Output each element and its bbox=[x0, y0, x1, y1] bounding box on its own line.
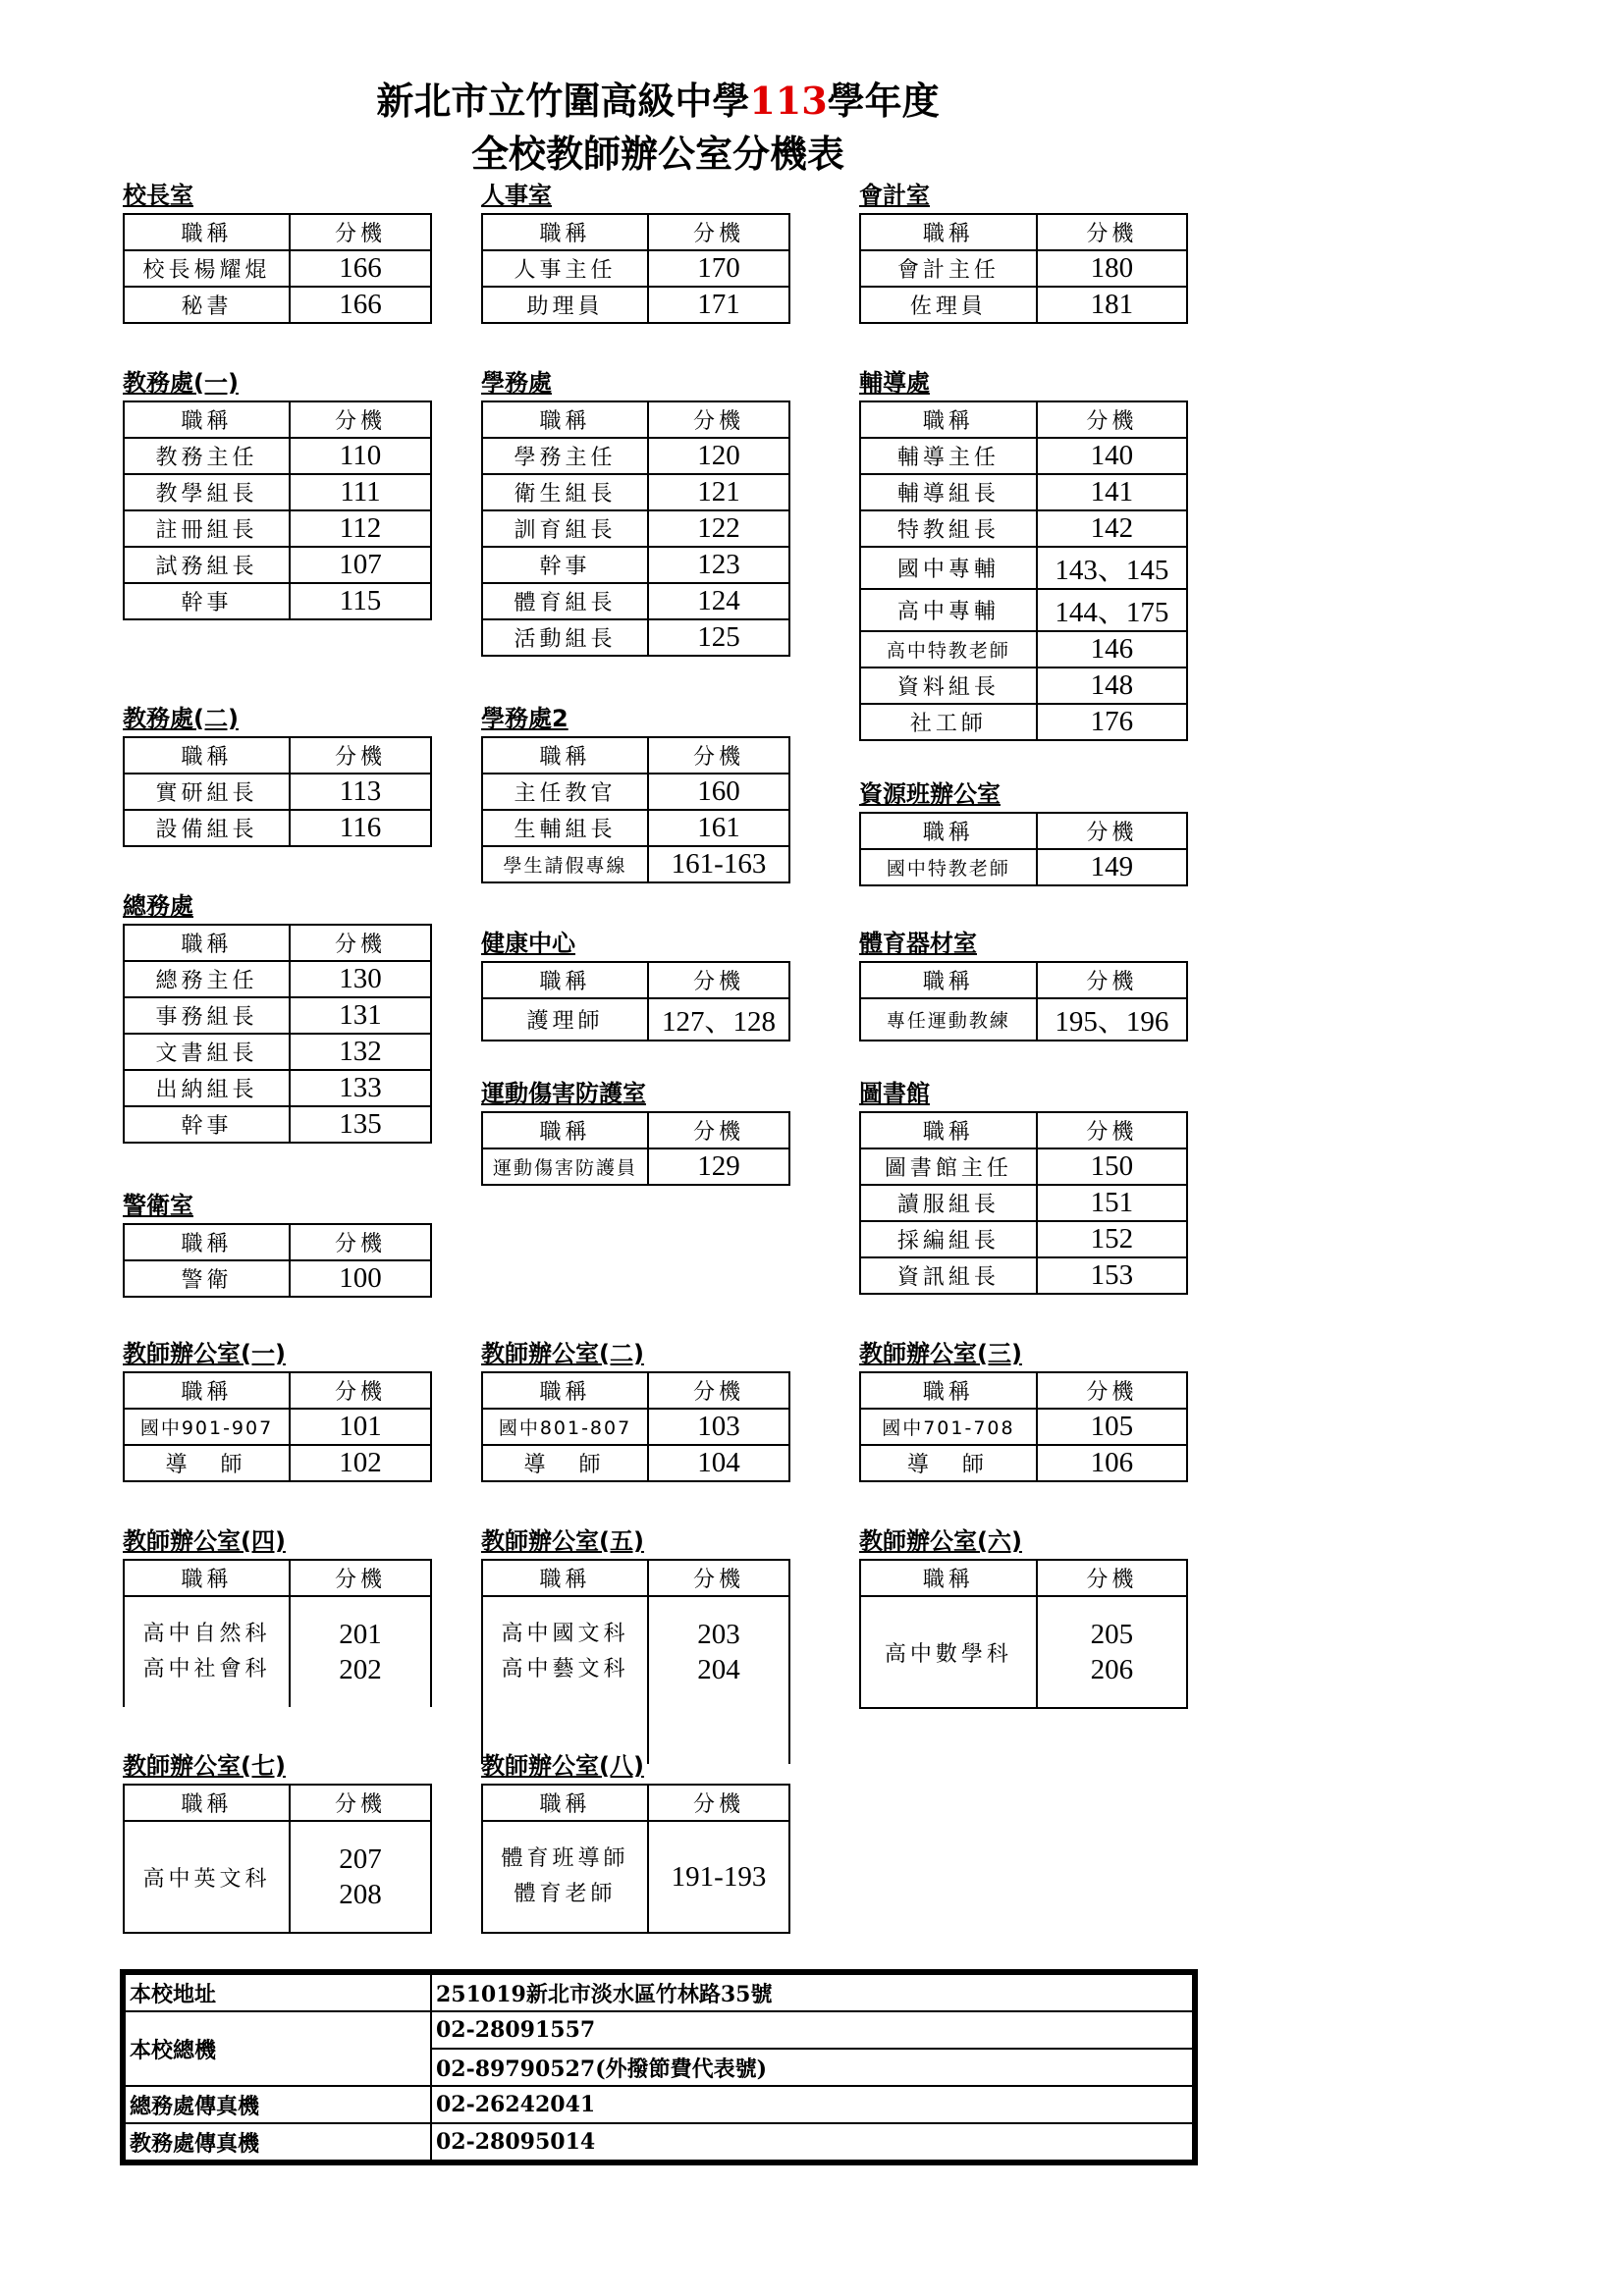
student-title: 學務處 bbox=[481, 369, 552, 397]
health-table bbox=[481, 961, 790, 1041]
office5-title: 教師辦公室(五) bbox=[481, 1527, 644, 1555]
accounting-table bbox=[859, 213, 1188, 324]
header-role: 職稱 bbox=[860, 1560, 1037, 1596]
role-cell: 會計主任 bbox=[860, 250, 1037, 287]
ext-cell: 104 bbox=[648, 1445, 789, 1481]
role-cell: 幹事 bbox=[482, 547, 648, 583]
counseling-table bbox=[859, 400, 1188, 741]
header-role: 職稱 bbox=[124, 1372, 290, 1409]
ext-cell: 123 bbox=[648, 547, 789, 583]
header-ext: 分機 bbox=[290, 1372, 431, 1409]
table-row bbox=[860, 1148, 1187, 1185]
table-row bbox=[482, 547, 789, 583]
ext-cell: 160 bbox=[648, 774, 789, 810]
role-cell: 圖書館主任 bbox=[860, 1148, 1037, 1185]
header-ext: 分機 bbox=[648, 401, 789, 438]
role-cell: 實研組長 bbox=[124, 774, 290, 810]
role-cell: 警衛 bbox=[124, 1260, 290, 1297]
principal-table bbox=[123, 213, 432, 324]
injury-title: 運動傷害防護室 bbox=[481, 1080, 646, 1107]
guard-table bbox=[123, 1223, 432, 1298]
academic1-title: 教務處(一) bbox=[123, 369, 239, 397]
table-row bbox=[124, 1106, 431, 1143]
role-cell: 讀服組長 bbox=[860, 1185, 1037, 1221]
office3-block bbox=[859, 1336, 1188, 1482]
header-role: 職稱 bbox=[124, 1224, 290, 1260]
table-row bbox=[860, 849, 1187, 885]
sports-title: 體育器材室 bbox=[859, 930, 977, 957]
header-ext: 分機 bbox=[290, 1785, 431, 1821]
role-line: 體育班導師 bbox=[501, 1846, 629, 1871]
role-line: 體育老師 bbox=[514, 1882, 617, 1906]
school-info-table bbox=[120, 1969, 1198, 2165]
sports-table bbox=[859, 961, 1188, 1041]
ext-cell: 166 bbox=[290, 250, 431, 287]
header-ext: 分機 bbox=[648, 1785, 789, 1821]
role-cell: 高中數學科 bbox=[860, 1596, 1037, 1708]
resource-block bbox=[859, 776, 1188, 886]
table-row bbox=[124, 961, 431, 997]
header-ext: 分機 bbox=[1037, 1112, 1187, 1148]
office1-title: 教師辦公室(一) bbox=[123, 1340, 286, 1367]
table-row bbox=[482, 846, 789, 882]
library-block bbox=[859, 1076, 1188, 1295]
ext-cell: 111 bbox=[290, 474, 431, 510]
role-cell: 護理師 bbox=[482, 998, 648, 1041]
student2-block bbox=[481, 701, 790, 883]
title-year: 113 bbox=[749, 79, 828, 123]
title-school: 新北市立竹圍高級中學 bbox=[376, 79, 750, 123]
header-role: 職稱 bbox=[482, 1785, 648, 1821]
ext-cell: 116 bbox=[290, 810, 431, 846]
role-cell: 佐理員 bbox=[860, 287, 1037, 323]
ext-line: 203 bbox=[697, 1619, 740, 1650]
role-cell: 社工師 bbox=[860, 704, 1037, 740]
table-row bbox=[860, 1257, 1187, 1294]
office3-title: 教師辦公室(三) bbox=[859, 1340, 1022, 1367]
accounting-title: 會計室 bbox=[859, 182, 930, 209]
table-row bbox=[124, 1034, 431, 1070]
ext-cell: 153 bbox=[1037, 1257, 1187, 1294]
role-line: 高中社會科 bbox=[142, 1657, 271, 1682]
role-cell: 出納組長 bbox=[124, 1070, 290, 1106]
header-ext: 分機 bbox=[290, 1560, 431, 1596]
role-cell: 運動傷害防護員 bbox=[482, 1148, 648, 1185]
student-table bbox=[481, 400, 790, 657]
ext-cell: 161-163 bbox=[648, 846, 789, 882]
role-cell: 國中801-807 bbox=[482, 1409, 648, 1445]
ext-cell: 106 bbox=[1037, 1445, 1187, 1481]
table-row bbox=[124, 510, 431, 547]
role-cell: 教學組長 bbox=[124, 474, 290, 510]
header-ext: 分機 bbox=[648, 962, 789, 998]
header-role: 職稱 bbox=[482, 214, 648, 250]
ext-cell: 144、175 bbox=[1037, 589, 1187, 631]
header-ext: 分機 bbox=[290, 925, 431, 961]
role-cell: 助理員 bbox=[482, 287, 648, 323]
header-role: 職稱 bbox=[124, 737, 290, 774]
ext-cell: 142 bbox=[1037, 510, 1187, 547]
table-row bbox=[860, 250, 1187, 287]
table-row bbox=[860, 1221, 1187, 1257]
ext-cell: 102 bbox=[290, 1445, 431, 1481]
header-ext: 分機 bbox=[648, 1112, 789, 1148]
role-cell: 訓育組長 bbox=[482, 510, 648, 547]
role-cell: 採編組長 bbox=[860, 1221, 1037, 1257]
role-line: 高中藝文科 bbox=[501, 1657, 629, 1682]
role-cell: 專任運動教練 bbox=[860, 998, 1037, 1041]
office6-table bbox=[859, 1559, 1188, 1709]
personnel-title: 人事室 bbox=[481, 182, 552, 209]
header-ext: 分機 bbox=[648, 214, 789, 250]
student2-table bbox=[481, 736, 790, 883]
academic1-block bbox=[123, 365, 432, 620]
table-row bbox=[860, 510, 1187, 547]
header-role: 職稱 bbox=[860, 813, 1037, 849]
table-row bbox=[482, 619, 789, 656]
table-row bbox=[482, 474, 789, 510]
role-cell: 教務主任 bbox=[124, 438, 290, 474]
role-cell: 資料組長 bbox=[860, 667, 1037, 704]
guard-title: 警衛室 bbox=[123, 1192, 193, 1219]
office8-block bbox=[481, 1748, 790, 1934]
ext-cell: 151 bbox=[1037, 1185, 1187, 1221]
header-role: 職稱 bbox=[124, 401, 290, 438]
ext-cell: 107 bbox=[290, 547, 431, 583]
office7-title: 教師辦公室(七) bbox=[123, 1752, 286, 1780]
ext-cell: 112 bbox=[290, 510, 431, 547]
address-label: 本校地址 bbox=[125, 1974, 431, 2011]
office4-title: 教師辦公室(四) bbox=[123, 1527, 286, 1555]
ext-cell: 171 bbox=[648, 287, 789, 323]
table-row bbox=[482, 510, 789, 547]
role-cell: 衛生組長 bbox=[482, 474, 648, 510]
table-row bbox=[124, 250, 431, 287]
table-row bbox=[860, 1185, 1187, 1221]
role-cell: 國中701-708 bbox=[860, 1409, 1037, 1445]
ext-cell: 180 bbox=[1037, 250, 1187, 287]
role-cell: 主任教官 bbox=[482, 774, 648, 810]
ext-cell: 103 bbox=[648, 1409, 789, 1445]
academic2-table bbox=[123, 736, 432, 847]
role-cell: 人事主任 bbox=[482, 250, 648, 287]
ext-cell: 133 bbox=[290, 1070, 431, 1106]
role-cell: 資訊組長 bbox=[860, 1257, 1037, 1294]
role-cell: 秘書 bbox=[124, 287, 290, 323]
role-cell: 文書組長 bbox=[124, 1034, 290, 1070]
header-ext: 分機 bbox=[290, 737, 431, 774]
office8-title: 教師辦公室(八) bbox=[481, 1752, 644, 1780]
table-row bbox=[124, 810, 431, 846]
office5-table bbox=[481, 1559, 790, 1764]
role-cell: 導 師 bbox=[860, 1445, 1037, 1481]
fax-academic-value: 02-28095014 bbox=[431, 2123, 1193, 2161]
ext-line: 206 bbox=[1090, 1654, 1134, 1685]
injury-table bbox=[481, 1111, 790, 1186]
ext-cell: 113 bbox=[290, 774, 431, 810]
ext-cell: 122 bbox=[648, 510, 789, 547]
ext-cell: 181 bbox=[1037, 287, 1187, 323]
fax-general-value: 02-26242041 bbox=[431, 2086, 1193, 2123]
office3-table bbox=[859, 1371, 1188, 1482]
ext-cell: 166 bbox=[290, 287, 431, 323]
guard-block bbox=[123, 1188, 432, 1298]
header-ext: 分機 bbox=[1037, 813, 1187, 849]
office2-table bbox=[481, 1371, 790, 1482]
role-cell: 幹事 bbox=[124, 1106, 290, 1143]
role-cell: 高中專輔 bbox=[860, 589, 1037, 631]
header-ext: 分機 bbox=[1037, 1560, 1187, 1596]
office7-block bbox=[123, 1748, 432, 1934]
table-row bbox=[860, 547, 1187, 589]
ext-cell: 125 bbox=[648, 619, 789, 656]
header-role: 職稱 bbox=[860, 401, 1037, 438]
office1-table bbox=[123, 1371, 432, 1482]
ext-cell: 120 bbox=[648, 438, 789, 474]
academic1-table bbox=[123, 400, 432, 620]
role-cell: 國中專輔 bbox=[860, 547, 1037, 589]
header-role: 職稱 bbox=[482, 401, 648, 438]
role-cell: 學務主任 bbox=[482, 438, 648, 474]
personnel-table bbox=[481, 213, 790, 324]
role-cell: 導 師 bbox=[124, 1445, 290, 1481]
table-row bbox=[124, 1070, 431, 1106]
header-role: 職稱 bbox=[482, 962, 648, 998]
header-role: 職稱 bbox=[860, 1372, 1037, 1409]
ext-line: 207 bbox=[339, 1843, 382, 1875]
role-cell: 總務主任 bbox=[124, 961, 290, 997]
counseling-block bbox=[859, 365, 1188, 741]
ext-cell: 124 bbox=[648, 583, 789, 619]
general-block bbox=[123, 888, 432, 1144]
header-role: 職稱 bbox=[124, 925, 290, 961]
table-row bbox=[860, 631, 1187, 667]
header-role: 職稱 bbox=[860, 214, 1037, 250]
header-ext: 分機 bbox=[1037, 401, 1187, 438]
ext-cell: 130 bbox=[290, 961, 431, 997]
role-cell: 體育組長 bbox=[482, 583, 648, 619]
header-ext: 分機 bbox=[290, 401, 431, 438]
header-role: 職稱 bbox=[482, 1112, 648, 1148]
office2-title: 教師辦公室(二) bbox=[481, 1340, 644, 1367]
ext-cell: 140 bbox=[1037, 438, 1187, 474]
principal-block bbox=[123, 178, 432, 324]
ext-line: 202 bbox=[339, 1654, 382, 1685]
header-role: 職稱 bbox=[124, 1785, 290, 1821]
table-row bbox=[860, 998, 1187, 1041]
ext-cell: 150 bbox=[1037, 1148, 1187, 1185]
ext-cell: 110 bbox=[290, 438, 431, 474]
office2-block bbox=[481, 1336, 790, 1482]
header-role: 職稱 bbox=[482, 737, 648, 774]
role-cell: 活動組長 bbox=[482, 619, 648, 656]
ext-cell: 195、196 bbox=[1037, 998, 1187, 1041]
role-cell: 註冊組長 bbox=[124, 510, 290, 547]
role-cell: 高中英文科 bbox=[124, 1821, 290, 1933]
ext-cell: 129 bbox=[648, 1148, 789, 1185]
table-row bbox=[482, 287, 789, 323]
ext-cell: 115 bbox=[290, 583, 431, 619]
role-cell: 高中特教老師 bbox=[860, 631, 1037, 667]
office7-table bbox=[123, 1784, 432, 1934]
ext-line: 204 bbox=[697, 1654, 740, 1685]
table-row bbox=[124, 547, 431, 583]
ext-cell: 149 bbox=[1037, 849, 1187, 885]
table-row bbox=[124, 287, 431, 323]
table-row bbox=[124, 438, 431, 474]
library-title: 圖書館 bbox=[859, 1080, 930, 1107]
table-row bbox=[482, 774, 789, 810]
role-cell: 國中特教老師 bbox=[860, 849, 1037, 885]
role-line: 高中自然科 bbox=[142, 1622, 271, 1646]
role-cell: 輔導主任 bbox=[860, 438, 1037, 474]
academic2-title: 教務處(二) bbox=[123, 705, 239, 732]
header-role: 職稱 bbox=[860, 962, 1037, 998]
page-subtitle: 全校教師辦公室分機表 bbox=[470, 132, 844, 176]
ext-cell: 143、145 bbox=[1037, 547, 1187, 589]
table-row bbox=[860, 667, 1187, 704]
ext-cell: 146 bbox=[1037, 631, 1187, 667]
role-cell: 生輔組長 bbox=[482, 810, 648, 846]
ext-cell: 152 bbox=[1037, 1221, 1187, 1257]
ext-cell: 170 bbox=[648, 250, 789, 287]
ext-cell: 148 bbox=[1037, 667, 1187, 704]
ext-cell: 121 bbox=[648, 474, 789, 510]
sports-block bbox=[859, 926, 1188, 1041]
table-row bbox=[482, 438, 789, 474]
header-role: 職稱 bbox=[124, 214, 290, 250]
ext-cell: 176 bbox=[1037, 704, 1187, 740]
counseling-title: 輔導處 bbox=[859, 369, 930, 397]
student2-title: 學務處2 bbox=[481, 705, 568, 732]
table-row bbox=[860, 438, 1187, 474]
office1-block bbox=[123, 1336, 432, 1482]
resource-table bbox=[859, 812, 1188, 886]
student-block bbox=[481, 365, 790, 657]
table-row bbox=[482, 1148, 789, 1185]
ext-cell: 141 bbox=[1037, 474, 1187, 510]
role-cell: 學生請假專線 bbox=[482, 846, 648, 882]
main-phone-alt-value: 02-89790527(外撥節費代表號) bbox=[431, 2049, 1193, 2086]
table-row bbox=[124, 1260, 431, 1297]
injury-block bbox=[481, 1076, 790, 1186]
resource-title: 資源班辦公室 bbox=[859, 780, 1001, 808]
ext-cell: 135 bbox=[290, 1106, 431, 1143]
office6-block bbox=[859, 1523, 1188, 1709]
general-title: 總務處 bbox=[123, 892, 193, 920]
ext-line: 205 bbox=[1090, 1619, 1134, 1650]
header-ext: 分機 bbox=[648, 1560, 789, 1596]
ext-cell: 132 bbox=[290, 1034, 431, 1070]
address-value: 251019新北市淡水區竹林路35號 bbox=[431, 1974, 1193, 2011]
accounting-block bbox=[859, 178, 1188, 324]
role-line: 高中國文科 bbox=[501, 1622, 629, 1646]
personnel-block bbox=[481, 178, 790, 324]
ext-cell: 191-193 bbox=[648, 1821, 789, 1933]
table-row bbox=[124, 997, 431, 1034]
role-cell: 特教組長 bbox=[860, 510, 1037, 547]
role-cell: 試務組長 bbox=[124, 547, 290, 583]
role-cell: 設備組長 bbox=[124, 810, 290, 846]
header-role: 職稱 bbox=[124, 1560, 290, 1596]
page-title bbox=[0, 71, 1316, 125]
role-cell: 輔導組長 bbox=[860, 474, 1037, 510]
header-ext: 分機 bbox=[648, 737, 789, 774]
office4-block bbox=[123, 1523, 432, 1707]
academic2-block bbox=[123, 701, 432, 847]
role-cell: 事務組長 bbox=[124, 997, 290, 1034]
health-title: 健康中心 bbox=[481, 930, 575, 957]
table-row bbox=[482, 250, 789, 287]
ext-cell: 161 bbox=[648, 810, 789, 846]
header-ext: 分機 bbox=[290, 1224, 431, 1260]
ext-cell: 127、128 bbox=[648, 998, 789, 1041]
table-row bbox=[124, 583, 431, 619]
header-role: 職稱 bbox=[860, 1112, 1037, 1148]
ext-line: 208 bbox=[339, 1879, 382, 1910]
header-ext: 分機 bbox=[1037, 1372, 1187, 1409]
role-cell: 國中901-907 bbox=[124, 1409, 290, 1445]
header-ext: 分機 bbox=[290, 214, 431, 250]
fax-academic-label: 教務處傳真機 bbox=[125, 2123, 431, 2161]
main-phone-label: 本校總機 bbox=[125, 2011, 431, 2086]
library-table bbox=[859, 1111, 1188, 1295]
office4-table bbox=[123, 1559, 432, 1707]
header-role: 職稱 bbox=[482, 1372, 648, 1409]
office6-title: 教師辦公室(六) bbox=[859, 1527, 1022, 1555]
table-row bbox=[482, 998, 789, 1041]
office8-table bbox=[481, 1784, 790, 1934]
table-row bbox=[124, 474, 431, 510]
table-row bbox=[482, 583, 789, 619]
table-row bbox=[860, 704, 1187, 740]
title-suffix: 學年度 bbox=[827, 79, 940, 123]
ext-line: 201 bbox=[339, 1619, 382, 1650]
health-block bbox=[481, 926, 790, 1041]
ext-cell: 131 bbox=[290, 997, 431, 1034]
table-row bbox=[860, 474, 1187, 510]
ext-cell: 101 bbox=[290, 1409, 431, 1445]
header-ext: 分機 bbox=[648, 1372, 789, 1409]
header-role: 職稱 bbox=[482, 1560, 648, 1596]
role-cell: 導 師 bbox=[482, 1445, 648, 1481]
role-cell: 校長楊耀焜 bbox=[124, 250, 290, 287]
main-phone-value: 02-28091557 bbox=[431, 2011, 1193, 2049]
general-table bbox=[123, 924, 432, 1144]
table-row bbox=[860, 287, 1187, 323]
office5-block bbox=[481, 1523, 790, 1764]
ext-cell: 100 bbox=[290, 1260, 431, 1297]
table-row bbox=[860, 589, 1187, 631]
role-cell: 幹事 bbox=[124, 583, 290, 619]
header-ext: 分機 bbox=[1037, 214, 1187, 250]
table-row bbox=[124, 774, 431, 810]
header-ext: 分機 bbox=[1037, 962, 1187, 998]
table-row bbox=[482, 810, 789, 846]
ext-cell: 105 bbox=[1037, 1409, 1187, 1445]
fax-general-label: 總務處傳真機 bbox=[125, 2086, 431, 2123]
principal-title: 校長室 bbox=[123, 182, 193, 209]
